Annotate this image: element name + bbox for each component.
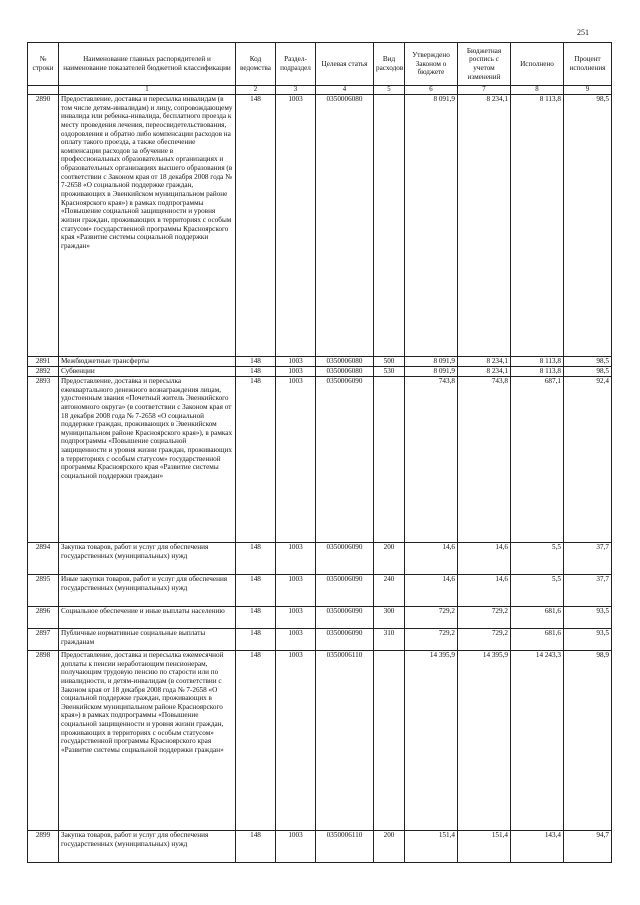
row-name: Межбюджетные трансферты (59, 357, 236, 367)
percent-value: 37,7 (564, 575, 612, 607)
target-article: 0350006090 (316, 629, 374, 651)
schedule-value: 729,2 (458, 629, 511, 651)
row-name: Закупка товаров, работ и услуг для обеспечения государственных (муниципальных) нужд (59, 543, 236, 575)
table-row (28, 95, 612, 357)
row-number: 2893 (28, 377, 59, 543)
percent-value: 98,5 (564, 357, 612, 367)
column-number: 9 (564, 86, 612, 95)
percent-value: 93,5 (564, 607, 612, 629)
executed-value: 8 113,8 (511, 95, 564, 357)
column-number-row (28, 86, 612, 95)
section-code: 1003 (276, 95, 316, 357)
column-number: 1 (59, 86, 236, 95)
header-row-number: № строки (28, 43, 59, 86)
target-article: 0350006080 (316, 367, 374, 377)
header-dept-code: Код ведомства (236, 43, 276, 86)
column-number: 7 (458, 86, 511, 95)
dept-code: 148 (236, 357, 276, 367)
approved-value: 729,2 (405, 629, 458, 651)
executed-value: 681,6 (511, 607, 564, 629)
approved-value: 14,6 (405, 575, 458, 607)
expense-type: 200 (374, 831, 405, 863)
table-row (28, 575, 612, 607)
expense-type (374, 377, 405, 543)
column-number (28, 86, 59, 95)
approved-value: 743,8 (405, 377, 458, 543)
dept-code: 148 (236, 575, 276, 607)
expense-type: 310 (374, 629, 405, 651)
executed-value: 8 113,8 (511, 367, 564, 377)
executed-value: 8 113,8 (511, 357, 564, 367)
row-name: Социальное обеспечение и иные выплаты населению (59, 607, 236, 629)
table-row (28, 357, 612, 367)
schedule-value: 8 234,1 (458, 95, 511, 357)
approved-value: 14,6 (405, 543, 458, 575)
section-code: 1003 (276, 357, 316, 367)
approved-value: 8 091,9 (405, 95, 458, 357)
percent-value: 98,9 (564, 651, 612, 831)
section-code: 1003 (276, 543, 316, 575)
approved-value: 8 091,9 (405, 367, 458, 377)
header-row (28, 43, 612, 86)
approved-value: 729,2 (405, 607, 458, 629)
row-name: Предоставление, доставка и пересылка ежемесячной доплаты к пенсии неработающим пенсионерам, получающим трудовую пенсию по старости или по инвалидности, и детям-инвалидам (в соответствии с Законом края от 18 декабря 2008 года № 7-2658 «О социальной поддержке граждан, проживающих в Эвенкийском муниципальном районе Красноярского края») в рамках подпрограммы «Повышение социальной защищенности и уровня жизни граждан, проживающих в территориях с особым статусом» государственной программы Красноярского края «Развитие системы социальной поддержки граждан» (59, 651, 236, 831)
percent-value: 93,5 (564, 629, 612, 651)
table-row (28, 377, 612, 543)
row-number: 2892 (28, 367, 59, 377)
column-number: 4 (316, 86, 374, 95)
section-code: 1003 (276, 831, 316, 863)
row-number: 2899 (28, 831, 59, 863)
column-number: 5 (374, 86, 405, 95)
dept-code: 148 (236, 607, 276, 629)
expense-type (374, 651, 405, 831)
row-name: Публичные нормативные социальные выплаты гражданам (59, 629, 236, 651)
target-article: 0350006080 (316, 95, 374, 357)
target-article: 0350006110 (316, 651, 374, 831)
dept-code: 148 (236, 367, 276, 377)
dept-code: 148 (236, 377, 276, 543)
row-number: 2895 (28, 575, 59, 607)
dept-code: 148 (236, 95, 276, 357)
section-code: 1003 (276, 651, 316, 831)
percent-value: 94,7 (564, 831, 612, 863)
header-percent: Процент исполнения (564, 43, 612, 86)
percent-value: 92,4 (564, 377, 612, 543)
schedule-value: 14 395,9 (458, 651, 511, 831)
row-number: 2898 (28, 651, 59, 831)
executed-value: 143,4 (511, 831, 564, 863)
table-row (28, 629, 612, 651)
schedule-value: 729,2 (458, 607, 511, 629)
expense-type (374, 95, 405, 357)
row-number: 2894 (28, 543, 59, 575)
target-article: 0350006090 (316, 543, 374, 575)
row-name: Предоставление, доставка и пересылка инвалидам (в том числе детям-инвалидам) и лицу, сопровождающему инвалида или ребенка-инвалида, бесплатного проезда к месту проведения лечения, переосвидетельствования, оздоровления и обратно либо компенсации расходов на оплату такого проезда, а также обеспечение компенсации расходов за обучение в профессиональных образовательных организациях и образовательных организациях высшего образования (в соответствии с Законом края от 18 декабря 2008 года № 7-2658 «О социальной поддержке граждан, проживающих в Эвенкийском муниципальном районе Красноярского края») в рамках подпрограммы «Повышение социальной защищенности и уровня жизни граждан, проживающих в территориях с особым статусом» государственной программы Красноярского края «Развитие системы социальной поддержки граждан» (59, 95, 236, 357)
executed-value: 14 243,3 (511, 651, 564, 831)
approved-value: 8 091,9 (405, 357, 458, 367)
expense-type: 200 (374, 543, 405, 575)
section-code: 1003 (276, 367, 316, 377)
row-number: 2896 (28, 607, 59, 629)
schedule-value: 8 234,1 (458, 357, 511, 367)
row-number: 2890 (28, 95, 59, 357)
section-code: 1003 (276, 575, 316, 607)
schedule-value: 14,6 (458, 575, 511, 607)
header-target-article: Целевая статья (316, 43, 374, 86)
table-row (28, 607, 612, 629)
column-number: 3 (276, 86, 316, 95)
row-name: Предоставление, доставка и пересылка ежеквартального денежного вознаграждения лицам, удостоенным звания «Почетный житель Эвенкийского автономного округа» (в соответствии с Законом края от 18 декабря 2008 года № 7-2658 «О социальной поддержке граждан, проживающих в Эвенкийском муниципальном районе Красноярского края»), в рамках подпрограммы «Повышение социальной защищенности и уровня жизни граждан, проживающих в территориях с особым статусом» государственной программы Красноярского края «Развитие системы социальной поддержки граждан» (59, 377, 236, 543)
expense-type: 240 (374, 575, 405, 607)
approved-value: 151,4 (405, 831, 458, 863)
dept-code: 148 (236, 629, 276, 651)
table-row (28, 651, 612, 831)
schedule-value: 151,4 (458, 831, 511, 863)
percent-value: 98,5 (564, 95, 612, 357)
page-number: 251 (577, 28, 589, 37)
column-number: 8 (511, 86, 564, 95)
header-budget-schedule: Бюджетная роспись с учетом изменений (458, 43, 511, 86)
header-executed: Исполнено (511, 43, 564, 86)
executed-value: 681,6 (511, 629, 564, 651)
dept-code: 148 (236, 651, 276, 831)
row-name: Закупка товаров, работ и услуг для обеспечения государственных (муниципальных) нужд (59, 831, 236, 863)
executed-value: 5,5 (511, 575, 564, 607)
expense-type: 300 (374, 607, 405, 629)
section-code: 1003 (276, 607, 316, 629)
target-article: 0350006080 (316, 357, 374, 367)
section-code: 1003 (276, 377, 316, 543)
header-section: Раздел-подраздел (276, 43, 316, 86)
header-approved: Утверждено Законом о бюджете (405, 43, 458, 86)
section-code: 1003 (276, 629, 316, 651)
schedule-value: 14,6 (458, 543, 511, 575)
dept-code: 148 (236, 543, 276, 575)
target-article: 0350006110 (316, 831, 374, 863)
header-expense-type: Вид расходов (374, 43, 405, 86)
percent-value: 98,5 (564, 367, 612, 377)
table-row (28, 543, 612, 575)
dept-code: 148 (236, 831, 276, 863)
executed-value: 687,1 (511, 377, 564, 543)
column-number: 2 (236, 86, 276, 95)
target-article: 0350006090 (316, 377, 374, 543)
row-name: Иные закупки товаров, работ и услуг для обеспечения государственных (муниципальных) нужд (59, 575, 236, 607)
table-row (28, 367, 612, 377)
percent-value: 37,7 (564, 543, 612, 575)
approved-value: 14 395,9 (405, 651, 458, 831)
row-number: 2897 (28, 629, 59, 651)
schedule-value: 8 234,1 (458, 367, 511, 377)
budget-execution-table (27, 42, 612, 863)
target-article: 0350006090 (316, 607, 374, 629)
executed-value: 5,5 (511, 543, 564, 575)
expense-type: 500 (374, 357, 405, 367)
row-name: Субвенции (59, 367, 236, 377)
schedule-value: 743,8 (458, 377, 511, 543)
column-number: 6 (405, 86, 458, 95)
table-row (28, 831, 612, 863)
header-name: Наименование главных распорядителей и наименование показателей бюджетной классификации (59, 43, 236, 86)
expense-type: 530 (374, 367, 405, 377)
row-number: 2891 (28, 357, 59, 367)
target-article: 0350006090 (316, 575, 374, 607)
